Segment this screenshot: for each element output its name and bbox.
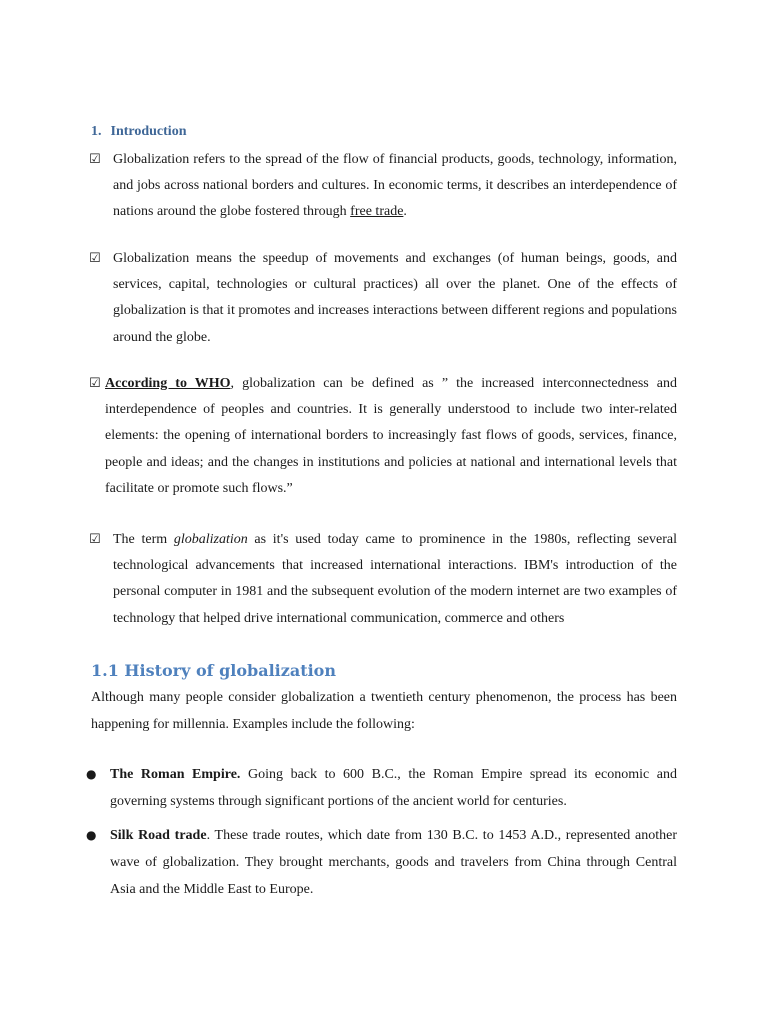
checkbox-checked-icon: ☑ [89, 152, 101, 167]
history-item-text: Silk Road trade. These trade routes, which date from 130 B.C. to 1453 A.D., represented another wave of globalization. They brought merchants, goods and travelers from China through Central Asia and the Middle East to Europe. [110, 828, 678, 897]
section-number: 1. [91, 124, 102, 139]
section-heading-introduction [91, 124, 186, 140]
history-item-text: The Roman Empire. Going back to 600 B.C., the Roman Empire spread its economic and governing systems through significant portions of the ancient world for centuries. [110, 767, 677, 809]
bullet-icon: ● [86, 767, 97, 781]
intro-item-term [89, 527, 677, 632]
term-italic: globalization [173, 532, 248, 547]
intro-item-text: The term globalization as it's used today came to prominence in the 1980s, reflecting several technological advancements that increased international interactions. IBM's introduction of the personal computer in 1981 and the subsequent evolution of the modern internet are two examples of technology that helped drive international communication, commerce and others [113, 532, 678, 626]
checkbox-checked-icon: ☑ [89, 532, 101, 547]
intro-item-text: Globalization refers to the spread of the flow of financial products, goods, technology, information, and jobs across national borders and cultures. In economic terms, it describes an interdependence of nations around the globe fostered through free trade. [113, 152, 677, 220]
intro-item-text: According to WHO, globalization can be defined as ” the increased interconnectedness and interdependence of peoples and countries. It is generally understood to include two inter-related elements: the opening of international borders to increasingly fast flows of goods, services, finance, people and ideas; and the changes in institutions and policies at national and international levels that facilitate or promote such flows.” [105, 376, 677, 496]
checkbox-checked-icon: ☑ [89, 251, 101, 266]
history-item-roman-empire [86, 761, 677, 815]
section-title: Introduction [110, 124, 187, 139]
intro-item-who [89, 371, 677, 502]
bullet-icon: ● [86, 828, 97, 842]
who-lead: According to WHO [105, 376, 231, 391]
free-trade-link[interactable]: free trade [350, 204, 404, 220]
history-intro-paragraph: Although many people consider globalization a twentieth century phenomenon, the process has been happening for millennia. Examples include the following: [91, 690, 677, 732]
intro-item-text: Globalization means the speedup of movements and exchanges (of human beings, goods, and services, capital, technologies or cultural practices) all over the planet. One of the effects of globalization is that it promotes and increases interactions between different regions and populations around the globe. [113, 251, 677, 345]
checkbox-checked-icon: ☑ [89, 376, 101, 391]
intro-item-speedup [89, 246, 677, 351]
intro-item-definition [89, 147, 677, 226]
section-heading-history: 1.1 History of globalization [91, 661, 336, 680]
history-item-silk-road [86, 822, 677, 903]
